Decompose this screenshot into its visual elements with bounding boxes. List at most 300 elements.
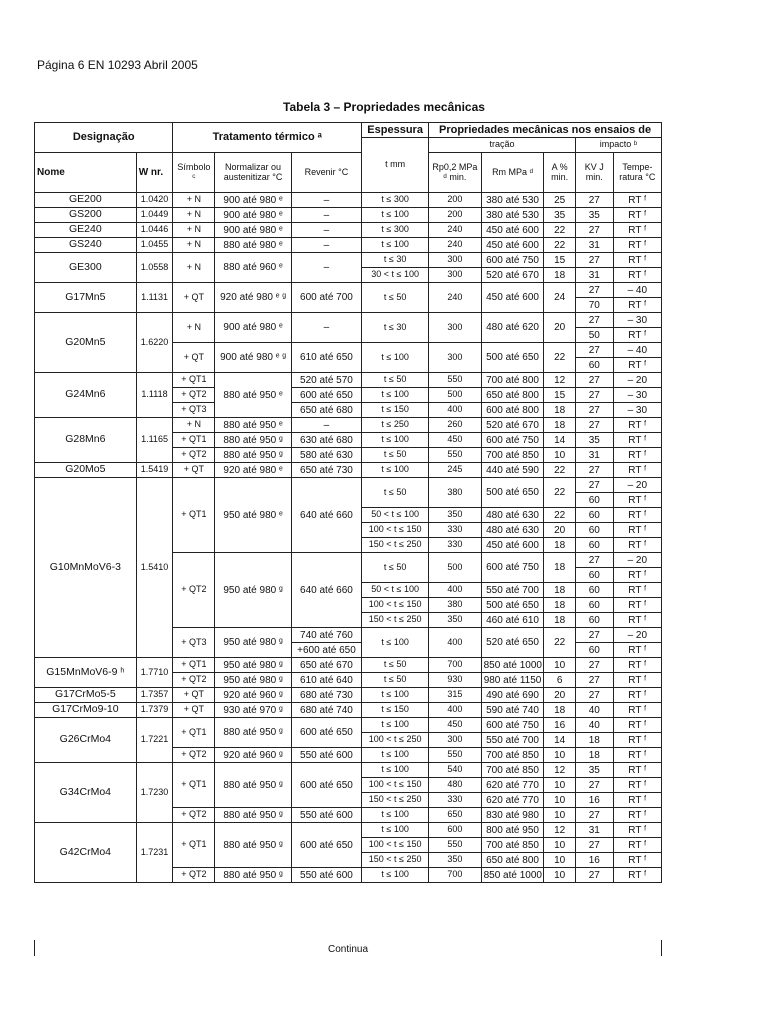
cell-a: 12: [544, 373, 575, 388]
cell-kv: 27: [575, 388, 613, 403]
cell-t: 100 < t ≤ 250: [362, 733, 429, 748]
cell-a: 18: [544, 403, 575, 418]
cell-kv: 60: [575, 643, 613, 658]
cell-rev: 520 até 570: [291, 373, 361, 388]
cell-temp: RT ᶠ: [613, 598, 661, 613]
cell-norm: 900 até 980 ᵉ: [215, 208, 292, 223]
cell-name: G15MnMoV6-9 ʰ: [35, 658, 137, 688]
cell-rm: 590 até 740: [481, 703, 544, 718]
cell-a: 18: [544, 418, 575, 433]
cell-rm: 600 até 750: [481, 433, 544, 448]
cell-rm: 520 até 670: [481, 418, 544, 433]
cell-kv: 50: [575, 328, 613, 343]
cell-rm: 440 até 590: [481, 463, 544, 478]
cell-rp: 380: [429, 478, 481, 508]
cell-norm: 900 até 980 ᵉ: [215, 223, 292, 238]
cell-sym: + QT: [173, 343, 215, 373]
cell-rp: 550: [429, 448, 481, 463]
cell-temp: RT ᶠ: [613, 688, 661, 703]
cell-rm: 700 até 850: [481, 748, 544, 763]
cell-sym: + QT3: [173, 628, 215, 658]
cell-t: t ≤ 100: [362, 343, 429, 373]
cell-rp: 500: [429, 388, 481, 403]
cell-name: G17CrMo9-10: [35, 703, 137, 718]
cell-rp: 480: [429, 778, 481, 793]
cell-temp: RT ᶠ: [613, 763, 661, 778]
cell-a: 35: [544, 208, 575, 223]
cell-rev: –: [291, 418, 361, 433]
cell-t: t ≤ 30: [362, 313, 429, 343]
cell-rm: 450 até 600: [481, 538, 544, 553]
cell-temp: RT ᶠ: [613, 208, 661, 223]
table-row: [35, 253, 662, 268]
header-normalizar: Normalizar ou austenitizar °C: [215, 153, 292, 193]
cell-rm: 850 até 1000: [481, 658, 544, 673]
cell-norm: 920 até 980 ᵉ: [215, 463, 292, 478]
cell-rp: 300: [429, 343, 481, 373]
cell-rp: 300: [429, 253, 481, 268]
cell-kv: 27: [575, 553, 613, 568]
cell-rev: 640 até 660: [291, 478, 361, 553]
cell-rp: 550: [429, 748, 481, 763]
cell-rp: 330: [429, 523, 481, 538]
cell-norm: 900 até 980 ᵉ ᵍ: [215, 343, 292, 373]
cell-rev: 740 até 760: [291, 628, 361, 643]
cell-rm: 550 até 700: [481, 733, 544, 748]
cell-a: 22: [544, 463, 575, 478]
cell-rp: 550: [429, 373, 481, 388]
table-title: Tabela 3 – Propriedades mecânicas: [283, 100, 485, 114]
cell-sym: + QT3: [173, 403, 215, 418]
table-row: [35, 463, 662, 478]
cell-temp: RT ᶠ: [613, 223, 661, 238]
cell-sym: + N: [173, 193, 215, 208]
cell-norm: 900 até 980 ᵉ: [215, 193, 292, 208]
cell-rm: 800 até 950: [481, 823, 544, 838]
cell-kv: 60: [575, 358, 613, 373]
cell-a: 20: [544, 313, 575, 343]
cell-rev: 680 até 730: [291, 688, 361, 703]
cell-temp: RT ᶠ: [613, 823, 661, 838]
cell-rm: 450 até 600: [481, 283, 544, 313]
cell-a: 22: [544, 508, 575, 523]
cell-rp: 550: [429, 838, 481, 853]
cell-a: 10: [544, 658, 575, 673]
cell-rev: –: [291, 313, 361, 343]
cell-kv: 60: [575, 508, 613, 523]
cell-kv: 70: [575, 298, 613, 313]
cell-name: GE300: [35, 253, 137, 283]
cell-name: G20Mn5: [35, 313, 137, 373]
cell-temp: RT ᶠ: [613, 658, 661, 673]
cell-temp: RT ᶠ: [613, 253, 661, 268]
cell-t: 50 < t ≤ 100: [362, 508, 429, 523]
cell-a: 10: [544, 448, 575, 463]
cell-kv: 16: [575, 793, 613, 808]
cell-rev: 550 até 600: [291, 808, 361, 823]
cell-wnr: 1.7231: [136, 823, 173, 883]
cell-temp: RT ᶠ: [613, 838, 661, 853]
cell-a: 22: [544, 238, 575, 253]
cell-rp: 240: [429, 283, 481, 313]
cell-name: G28Mn6: [35, 418, 137, 463]
cell-t: 150 < t ≤ 250: [362, 853, 429, 868]
cell-kv: 27: [575, 688, 613, 703]
cell-kv: 27: [575, 283, 613, 298]
table-row: [35, 238, 662, 253]
cell-a: 10: [544, 793, 575, 808]
cell-kv: 60: [575, 538, 613, 553]
cell-sym: + QT1: [173, 658, 215, 673]
cell-kv: 35: [575, 208, 613, 223]
cell-rev: –: [291, 238, 361, 253]
cell-rev: 600 até 650: [291, 388, 361, 403]
cell-kv: 27: [575, 223, 613, 238]
header-simbolo: Símbolo ᶜ: [173, 153, 215, 193]
cell-rm: 700 até 850: [481, 448, 544, 463]
cell-t: t ≤ 100: [362, 748, 429, 763]
cell-temp: – 20: [613, 478, 661, 493]
cell-rp: 650: [429, 808, 481, 823]
cell-kv: 27: [575, 868, 613, 883]
cell-temp: – 20: [613, 628, 661, 643]
cell-kv: 60: [575, 493, 613, 508]
continua-label: Continua: [327, 944, 369, 955]
cell-t: t ≤ 50: [362, 448, 429, 463]
cell-temp: RT ᶠ: [613, 193, 661, 208]
cell-t: t ≤ 50: [362, 373, 429, 388]
header-temp: Tempe- ratura °C: [613, 153, 661, 193]
cell-norm: 900 até 980 ᵉ: [215, 313, 292, 343]
cell-kv: 18: [575, 748, 613, 763]
header-rp: Rp0,2 MPa ᵈ min.: [429, 153, 481, 193]
cell-wnr: 1.0420: [136, 193, 173, 208]
cell-t: t ≤ 50: [362, 553, 429, 583]
cell-rev: –: [291, 193, 361, 208]
cell-rm: 480 até 620: [481, 313, 544, 343]
cell-norm: 920 até 980 ᵉ ᵍ: [215, 283, 292, 313]
cell-rp: 700: [429, 868, 481, 883]
cell-sym: + QT: [173, 703, 215, 718]
cell-wnr: 1.7710: [136, 658, 173, 688]
cell-t: 100 < t ≤ 150: [362, 778, 429, 793]
cell-kv: 31: [575, 448, 613, 463]
cell-t: 100 < t ≤ 150: [362, 523, 429, 538]
cell-name: G20Mo5: [35, 463, 137, 478]
cell-t: t ≤ 300: [362, 223, 429, 238]
cell-sym: + QT1: [173, 373, 215, 388]
cell-name: GE240: [35, 223, 137, 238]
cell-norm: 920 até 960 ᵍ: [215, 688, 292, 703]
cell-sym: + QT1: [173, 823, 215, 868]
cell-rp: 400: [429, 583, 481, 598]
cell-a: 15: [544, 388, 575, 403]
cell-rm: 650 até 800: [481, 853, 544, 868]
cell-rm: 700 até 850: [481, 763, 544, 778]
cell-rm: 600 até 800: [481, 403, 544, 418]
cell-rev: 600 até 650: [291, 718, 361, 748]
cell-rm: 480 até 630: [481, 508, 544, 523]
cell-a: 18: [544, 613, 575, 628]
cell-a: 18: [544, 703, 575, 718]
cell-rev: 600 até 700: [291, 283, 361, 313]
cell-kv: 35: [575, 433, 613, 448]
cell-temp: RT ᶠ: [613, 523, 661, 538]
cell-t: t ≤ 100: [362, 388, 429, 403]
cell-sym: + QT2: [173, 388, 215, 403]
cell-rm: 500 até 650: [481, 598, 544, 613]
cell-rp: 330: [429, 538, 481, 553]
cell-rm: 550 até 700: [481, 583, 544, 598]
cell-temp: RT ᶠ: [613, 748, 661, 763]
cell-rm: 620 até 770: [481, 793, 544, 808]
header-a: A % min.: [544, 153, 575, 193]
cell-kv: 60: [575, 568, 613, 583]
cell-temp: RT ᶠ: [613, 703, 661, 718]
cell-kv: 27: [575, 838, 613, 853]
cell-rm: 700 até 850: [481, 838, 544, 853]
cell-norm: 880 até 950 ᵉ: [215, 373, 292, 418]
cell-rp: 240: [429, 223, 481, 238]
cell-temp: RT ᶠ: [613, 583, 661, 598]
cell-a: 14: [544, 733, 575, 748]
cell-t: t ≤ 100: [362, 688, 429, 703]
table-row: [35, 418, 662, 433]
cell-a: 10: [544, 853, 575, 868]
cell-temp: RT ᶠ: [613, 778, 661, 793]
cell-norm: 880 até 950 ᵍ: [215, 808, 292, 823]
cell-rev: –: [291, 208, 361, 223]
cell-wnr: 1.7357: [136, 688, 173, 703]
cell-sym: + N: [173, 313, 215, 343]
cell-name: G42CrMo4: [35, 823, 137, 883]
cell-kv: 27: [575, 343, 613, 358]
table-row: [35, 208, 662, 223]
table-row: [35, 193, 662, 208]
header-kv: KV J min.: [575, 153, 613, 193]
cell-temp: RT ᶠ: [613, 508, 661, 523]
cell-temp: RT ᶠ: [613, 493, 661, 508]
cell-rp: 245: [429, 463, 481, 478]
cell-rp: 400: [429, 403, 481, 418]
cell-t: t ≤ 300: [362, 193, 429, 208]
cell-kv: 31: [575, 823, 613, 838]
cell-kv: 60: [575, 523, 613, 538]
table-row: [35, 478, 662, 493]
cell-sym: + N: [173, 253, 215, 283]
cell-rev: –: [291, 223, 361, 238]
cell-name: GS200: [35, 208, 137, 223]
cell-rm: 600 até 750: [481, 718, 544, 733]
cell-rm: 830 até 980: [481, 808, 544, 823]
cell-rm: 450 até 600: [481, 223, 544, 238]
cell-rp: 350: [429, 853, 481, 868]
cell-rev: 650 até 670: [291, 658, 361, 673]
cell-t: t ≤ 150: [362, 703, 429, 718]
cell-temp: RT ᶠ: [613, 268, 661, 283]
cell-kv: 16: [575, 853, 613, 868]
cell-wnr: 1.1165: [136, 418, 173, 463]
cell-norm: 950 até 980 ᵍ: [215, 628, 292, 658]
cell-wnr: 1.0455: [136, 238, 173, 253]
cell-name: G17CrMo5-5: [35, 688, 137, 703]
cell-kv: 60: [575, 598, 613, 613]
cell-norm: 880 até 950 ᵉ: [215, 418, 292, 433]
cell-t: 30 < t ≤ 100: [362, 268, 429, 283]
table-row: [35, 763, 662, 778]
cell-t: t ≤ 50: [362, 658, 429, 673]
cell-sym: + QT2: [173, 448, 215, 463]
cell-a: 22: [544, 478, 575, 508]
cell-temp: RT ᶠ: [613, 793, 661, 808]
header-rm: Rm MPa ᵈ: [481, 153, 544, 193]
cell-temp: RT ᶠ: [613, 328, 661, 343]
table-row: [35, 373, 662, 388]
cell-sym: + QT2: [173, 748, 215, 763]
cell-temp: RT ᶠ: [613, 568, 661, 583]
cell-t: 150 < t ≤ 250: [362, 538, 429, 553]
cell-rm: 480 até 630: [481, 523, 544, 538]
cell-sym: + QT1: [173, 478, 215, 553]
header-espessura: Espessura: [362, 123, 429, 138]
cell-temp: RT ᶠ: [613, 853, 661, 868]
cell-rm: 460 até 610: [481, 613, 544, 628]
cell-kv: 31: [575, 268, 613, 283]
table-body: [35, 193, 662, 883]
header-wnr: W nr.: [136, 153, 173, 193]
cell-t: t ≤ 30: [362, 253, 429, 268]
cell-a: 15: [544, 253, 575, 268]
header-t: t mm: [362, 138, 429, 193]
cell-temp: RT ᶠ: [613, 868, 661, 883]
cell-rm: 850 até 1000: [481, 868, 544, 883]
cell-a: 18: [544, 553, 575, 583]
cell-sym: + N: [173, 223, 215, 238]
cell-rm: 520 até 650: [481, 628, 544, 658]
cell-t: t ≤ 100: [362, 763, 429, 778]
cell-norm: 880 até 960 ᵉ: [215, 253, 292, 283]
cell-temp: RT ᶠ: [613, 358, 661, 373]
cell-norm: 880 até 950 ᵍ: [215, 448, 292, 463]
cell-rp: 450: [429, 718, 481, 733]
cell-a: 22: [544, 223, 575, 238]
cell-temp: RT ᶠ: [613, 298, 661, 313]
cell-temp: RT ᶠ: [613, 538, 661, 553]
cell-a: 24: [544, 283, 575, 313]
cell-kv: 27: [575, 673, 613, 688]
cell-t: 150 < t ≤ 250: [362, 613, 429, 628]
cell-a: 10: [544, 778, 575, 793]
cell-rm: 490 até 690: [481, 688, 544, 703]
cell-rev: 600 até 650: [291, 823, 361, 868]
cell-rev: 550 até 600: [291, 868, 361, 883]
cell-rm: 520 até 670: [481, 268, 544, 283]
cell-a: 22: [544, 343, 575, 373]
cell-a: 18: [544, 598, 575, 613]
cell-sym: + QT1: [173, 433, 215, 448]
header-nome: Nome: [35, 153, 137, 193]
cell-t: 150 < t ≤ 250: [362, 793, 429, 808]
cell-t: t ≤ 100: [362, 463, 429, 478]
header-revenir: Revenir °C: [291, 153, 361, 193]
cell-kv: 27: [575, 403, 613, 418]
cell-temp: – 20: [613, 553, 661, 568]
cell-temp: RT ᶠ: [613, 238, 661, 253]
cell-rp: 240: [429, 238, 481, 253]
cell-wnr: 1.7221: [136, 718, 173, 763]
cell-temp: RT ᶠ: [613, 463, 661, 478]
cell-rm: 500 até 650: [481, 478, 544, 508]
table-row: [35, 223, 662, 238]
cell-rp: 400: [429, 703, 481, 718]
table-row: [35, 688, 662, 703]
cell-temp: RT ᶠ: [613, 808, 661, 823]
cell-t: t ≤ 100: [362, 718, 429, 733]
header-tracao: tração: [429, 138, 576, 153]
cell-a: 10: [544, 838, 575, 853]
cell-rp: 380: [429, 598, 481, 613]
cell-name: GS240: [35, 238, 137, 253]
cell-a: 14: [544, 433, 575, 448]
cell-t: t ≤ 100: [362, 433, 429, 448]
cell-rp: 540: [429, 763, 481, 778]
cell-rm: 380 até 530: [481, 208, 544, 223]
table-row: [35, 823, 662, 838]
cell-wnr: 1.5410: [136, 478, 173, 658]
cell-sym: + QT1: [173, 718, 215, 748]
cell-t: t ≤ 100: [362, 868, 429, 883]
cell-sym: + QT2: [173, 673, 215, 688]
page-header: Página 6 EN 10293 Abril 2005: [37, 58, 198, 72]
cell-norm: 880 até 980 ᵉ: [215, 238, 292, 253]
table-row: [35, 718, 662, 733]
cell-kv: 27: [575, 658, 613, 673]
cell-rm: 500 até 650: [481, 343, 544, 373]
cell-norm: 880 até 950 ᵍ: [215, 433, 292, 448]
cell-norm: 880 até 950 ᵍ: [215, 823, 292, 868]
cell-a: 18: [544, 583, 575, 598]
cell-temp: RT ᶠ: [613, 433, 661, 448]
cell-t: t ≤ 100: [362, 238, 429, 253]
cell-rm: 980 até 1150: [481, 673, 544, 688]
cell-temp: – 30: [613, 313, 661, 328]
cell-rev: 600 até 650: [291, 763, 361, 808]
cell-sym: + QT1: [173, 763, 215, 808]
cell-temp: RT ᶠ: [613, 733, 661, 748]
cell-kv: 40: [575, 703, 613, 718]
cell-kv: 27: [575, 808, 613, 823]
cell-temp: RT ᶠ: [613, 673, 661, 688]
cell-temp: RT ᶠ: [613, 418, 661, 433]
cell-a: 12: [544, 763, 575, 778]
cell-temp: RT ᶠ: [613, 718, 661, 733]
cell-kv: 27: [575, 253, 613, 268]
cell-temp: RT ᶠ: [613, 448, 661, 463]
cell-name: G24Mn6: [35, 373, 137, 418]
cell-a: 10: [544, 868, 575, 883]
cell-a: 18: [544, 268, 575, 283]
cell-t: t ≤ 250: [362, 418, 429, 433]
cell-rev: –: [291, 253, 361, 283]
cell-kv: 27: [575, 778, 613, 793]
cell-t: 100 < t ≤ 150: [362, 838, 429, 853]
cell-a: 22: [544, 628, 575, 658]
cell-kv: 27: [575, 418, 613, 433]
cell-a: 20: [544, 688, 575, 703]
cell-wnr: 1.7379: [136, 703, 173, 718]
cell-kv: 27: [575, 373, 613, 388]
cell-a: 25: [544, 193, 575, 208]
